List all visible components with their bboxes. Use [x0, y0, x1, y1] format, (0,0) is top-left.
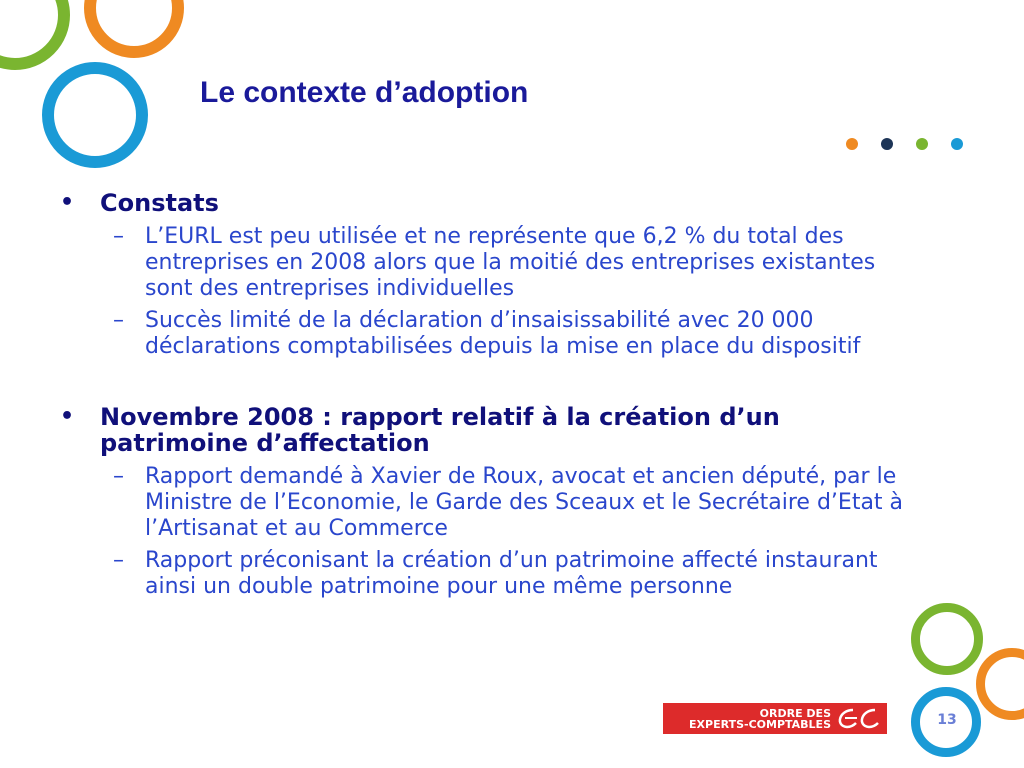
dash-marker: –: [113, 464, 124, 489]
bullet-marker: •: [60, 190, 75, 215]
sub-item-text: Rapport demandé à Xavier de Roux, avocat et ancien député, par le Ministre de l’Economie, le Garde des Sceaux et le Secrétaire d’Etat à l’Artisanat et au Commerce: [145, 464, 904, 541]
decorative-ring-green-top: [0, 0, 70, 70]
decorative-ring-orange-bottom: [976, 648, 1024, 720]
decorative-dot-navy: [881, 138, 893, 150]
sub-item-text: Rapport préconisant la création d’un patrimoine affecté instaurant ainsi un double patrimoine pour une même personne: [145, 548, 878, 599]
ordre-experts-comptables-logo: [663, 703, 887, 734]
sub-list-constats: [58, 224, 908, 360]
sub-item: [58, 548, 908, 600]
logo-text: [663, 708, 831, 730]
decorative-ring-orange-top: [84, 0, 184, 58]
sub-list-rapport: [58, 464, 908, 600]
slide-content: [58, 190, 908, 606]
sub-item: [58, 308, 908, 360]
bullet-rapport: [58, 404, 908, 456]
logo-ec-mark-icon: [831, 706, 883, 731]
sub-item-text: Succès limité de la déclaration d’insaisissabilité avec 20 000 déclarations comptabilisées depuis la mise en place du dispositif: [145, 308, 861, 359]
decorative-ring-green-bottom: [911, 603, 983, 675]
dash-marker: –: [113, 224, 124, 249]
slide-title: Le contexte d’adoption: [200, 76, 529, 109]
decorative-dot-orange: [846, 138, 858, 150]
logo-line-2: EXPERTS-COMPTABLES: [689, 717, 831, 731]
bullet-constats: [58, 190, 908, 216]
decorative-ring-blue-top: [42, 62, 148, 168]
bullet-marker: •: [60, 404, 75, 429]
bullet-heading: Novembre 2008 : rapport relatif à la création d’un patrimoine d’affectation: [100, 403, 780, 457]
decorative-dot-green: [916, 138, 928, 150]
logo-line-1: ORDRE DES: [759, 706, 831, 720]
page-number: 13: [937, 712, 957, 728]
bullet-heading: Constats: [100, 189, 219, 217]
dash-marker: –: [113, 548, 124, 573]
decorative-dot-blue: [951, 138, 963, 150]
sub-item-text: L’EURL est peu utilisée et ne représente que 6,2 % du total des entreprises en 2008 alors que la moitié des entreprises existantes sont des entreprises individuelles: [145, 224, 876, 301]
sub-item: [58, 464, 908, 542]
sub-item: [58, 224, 908, 302]
dash-marker: –: [113, 308, 124, 333]
